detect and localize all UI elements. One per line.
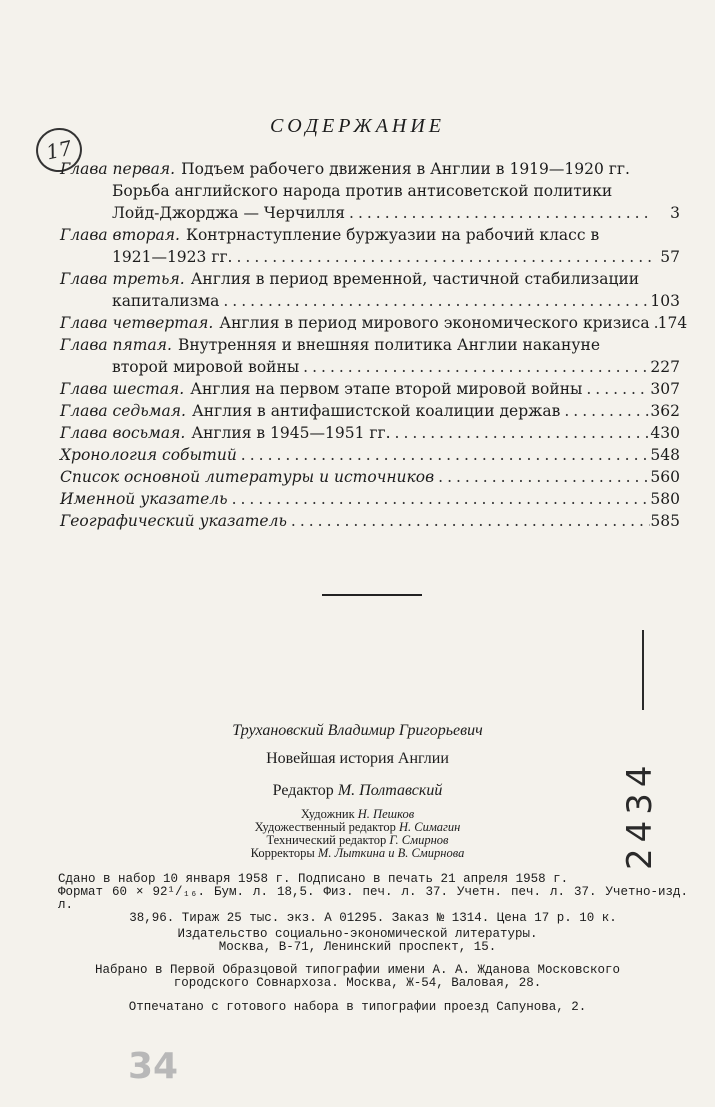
toc-entry-text: капитализма bbox=[112, 292, 220, 310]
toc-entry bbox=[60, 466, 680, 488]
publisher-line: Москва, В-71, Ленинский проспект, 15. bbox=[218, 940, 497, 954]
toc-entry bbox=[60, 400, 680, 422]
toc-entry bbox=[60, 422, 680, 444]
toc-entry-text: Англия в 1945—1951 гг. bbox=[191, 424, 391, 442]
toc-entry-line bbox=[60, 378, 680, 400]
toc-entry-line bbox=[60, 356, 680, 378]
toc-entry-label: Глава вторая. bbox=[60, 226, 180, 244]
toc-page-number: 103 bbox=[650, 292, 680, 310]
toc-page-number: 362 bbox=[650, 402, 680, 420]
toc-entry-label: Хронология событий bbox=[60, 446, 237, 464]
toc-page-number: 560 bbox=[650, 468, 680, 486]
editor-name: М. Полтавский bbox=[337, 782, 443, 799]
toc-page-number: 174 bbox=[657, 314, 688, 332]
toc-entry-text: Англия в период мирового экономического кризиса bbox=[219, 314, 650, 332]
toc-entry-text: 1921—1923 гг. bbox=[112, 248, 233, 266]
leader-dots bbox=[237, 444, 651, 466]
leader-dots bbox=[287, 510, 651, 532]
handwritten-margin-note: 2434 bbox=[620, 759, 660, 870]
toc-entry bbox=[60, 224, 680, 268]
toc-entry-line bbox=[60, 422, 680, 444]
credit-line: Корректоры М. Лыткина и В. Смирнова bbox=[250, 846, 465, 860]
toc-entry-line bbox=[60, 290, 680, 312]
toc-entry-line bbox=[60, 466, 680, 488]
toc-page-number: 227 bbox=[650, 358, 680, 376]
credit-line: Художник Н. Пешков bbox=[300, 807, 415, 821]
typography-line: Набрано в Первой Образцовой типографии имени А. А. Жданова Московского bbox=[94, 963, 621, 977]
toc-entry-label: Глава первая. bbox=[60, 160, 176, 178]
toc-page-number: 3 bbox=[670, 204, 680, 222]
toc-entry-label: Географический указатель bbox=[60, 512, 287, 530]
toc-entry bbox=[60, 158, 680, 224]
toc-page-number: 57 bbox=[660, 248, 680, 266]
toc-entry-label: Список основной литературы и источников bbox=[60, 468, 435, 486]
typography-info bbox=[0, 964, 715, 990]
toc-entry bbox=[60, 444, 680, 466]
toc-entry-line bbox=[60, 334, 680, 356]
toc-entry-line bbox=[60, 180, 680, 202]
toc-entry-text: Внутренняя и внешняя политика Англии накануне bbox=[177, 336, 600, 354]
print-details bbox=[58, 873, 688, 925]
print-line: Формат 60 × 92¹/₁₆. Бум. л. 18,5. Физ. печ. л. 37. Учетн. печ. л. 37. Учетно-изд. л. bbox=[58, 885, 688, 912]
toc-page-number: 580 bbox=[650, 490, 680, 508]
toc-entry-label: Глава пятая. bbox=[60, 336, 172, 354]
leader-dots bbox=[560, 400, 650, 422]
toc-entry-line bbox=[60, 444, 680, 466]
print-line: Сдано в набор 10 января 1958 г. Подписано в печать 21 апреля 1958 г. bbox=[58, 872, 569, 886]
leader-dots bbox=[650, 312, 658, 334]
bottom-stamp-mark: 34 bbox=[128, 1046, 179, 1087]
imprint-block bbox=[0, 722, 715, 860]
toc-page-number: 430 bbox=[650, 424, 680, 442]
credit-line: Технический редактор Г. Смирнов bbox=[266, 833, 449, 847]
toc-entry-label: Глава восьмая. bbox=[60, 424, 186, 442]
leader-dots bbox=[299, 356, 650, 378]
toc-page-number: 585 bbox=[650, 512, 680, 530]
toc-entry bbox=[60, 510, 680, 532]
leader-dots bbox=[434, 466, 650, 488]
toc-title: СОДЕРЖАНИЕ bbox=[269, 115, 446, 137]
publisher-info bbox=[0, 928, 715, 954]
editor-label: Редактор bbox=[272, 782, 334, 799]
toc-page-number: 548 bbox=[650, 446, 680, 464]
credit-line: Художественный редактор Н. Симагин bbox=[254, 820, 461, 834]
leader-dots bbox=[582, 378, 650, 400]
leader-dots bbox=[345, 202, 654, 224]
leader-dots bbox=[228, 488, 651, 510]
leader-dots bbox=[219, 290, 650, 312]
toc-entry-text: Лойд-Джорджа — Черчилля bbox=[112, 204, 346, 222]
toc-entry-line bbox=[60, 488, 680, 510]
toc-entry-label: Глава седьмая. bbox=[60, 402, 186, 420]
leader-dots bbox=[391, 422, 651, 444]
toc-entry-text: Борьба английского народа против антисоветской политики bbox=[112, 182, 613, 200]
print-line: 38,96. Тираж 25 тыс. экз. А 01295. Заказ № 1314. Цена 17 р. 10 к. bbox=[129, 911, 617, 925]
toc-entry-label: Глава шестая. bbox=[60, 380, 185, 398]
toc-entry-line bbox=[60, 312, 688, 334]
book-title: Новейшая история Англии bbox=[266, 750, 449, 767]
editor-line bbox=[0, 782, 715, 800]
credits-list bbox=[0, 808, 715, 860]
toc-entry bbox=[60, 488, 680, 510]
leader-dots bbox=[233, 246, 655, 268]
toc-entry-line bbox=[60, 202, 680, 224]
toc-page-number: 307 bbox=[650, 380, 680, 398]
divider-rule bbox=[322, 594, 422, 596]
toc-entry-line bbox=[60, 246, 680, 268]
toc-entry-label: Именной указатель bbox=[60, 490, 228, 508]
page-number-stamp: 17 bbox=[32, 124, 86, 177]
toc-entry-text: Контрнаступление буржуазии на рабочий класс в bbox=[185, 226, 600, 244]
toc-entry-label: Глава четвертая. bbox=[60, 314, 214, 332]
toc-entry-line bbox=[60, 224, 680, 246]
toc-entry bbox=[60, 334, 680, 378]
toc-entry-line bbox=[60, 510, 680, 532]
toc-entry-text: Подъем рабочего движения в Англии в 1919—1920 гг. bbox=[181, 160, 630, 178]
toc-entry-text: Англия в период временной, частичной стабилизации bbox=[190, 270, 640, 288]
toc-entry bbox=[60, 378, 680, 400]
handwritten-strike bbox=[642, 630, 644, 710]
toc-entry-line bbox=[60, 268, 680, 290]
toc-entry-text: Англия в антифашистской коалиции держав bbox=[191, 402, 561, 420]
toc-entry bbox=[60, 268, 680, 312]
toc-entry-label: Глава третья. bbox=[60, 270, 185, 288]
toc-entry-line bbox=[60, 158, 680, 180]
toc-entry-line bbox=[60, 400, 680, 422]
toc-entry-text: Англия на первом этапе второй мировой войны bbox=[190, 380, 583, 398]
toc-entry-text: второй мировой войны bbox=[112, 358, 300, 376]
author-name: Трухановский Владимир Григорьевич bbox=[232, 722, 483, 739]
reprint-info: Отпечатано с готового набора в типографии проезд Сапунова, 2. bbox=[128, 1000, 587, 1014]
typography-line: городского Совнархоза. Москва, Ж-54, Валовая, 28. bbox=[173, 976, 542, 990]
publisher-line: Издательство социально-экономической литературы. bbox=[177, 927, 538, 941]
table-of-contents bbox=[60, 158, 688, 532]
toc-entry bbox=[60, 312, 688, 334]
